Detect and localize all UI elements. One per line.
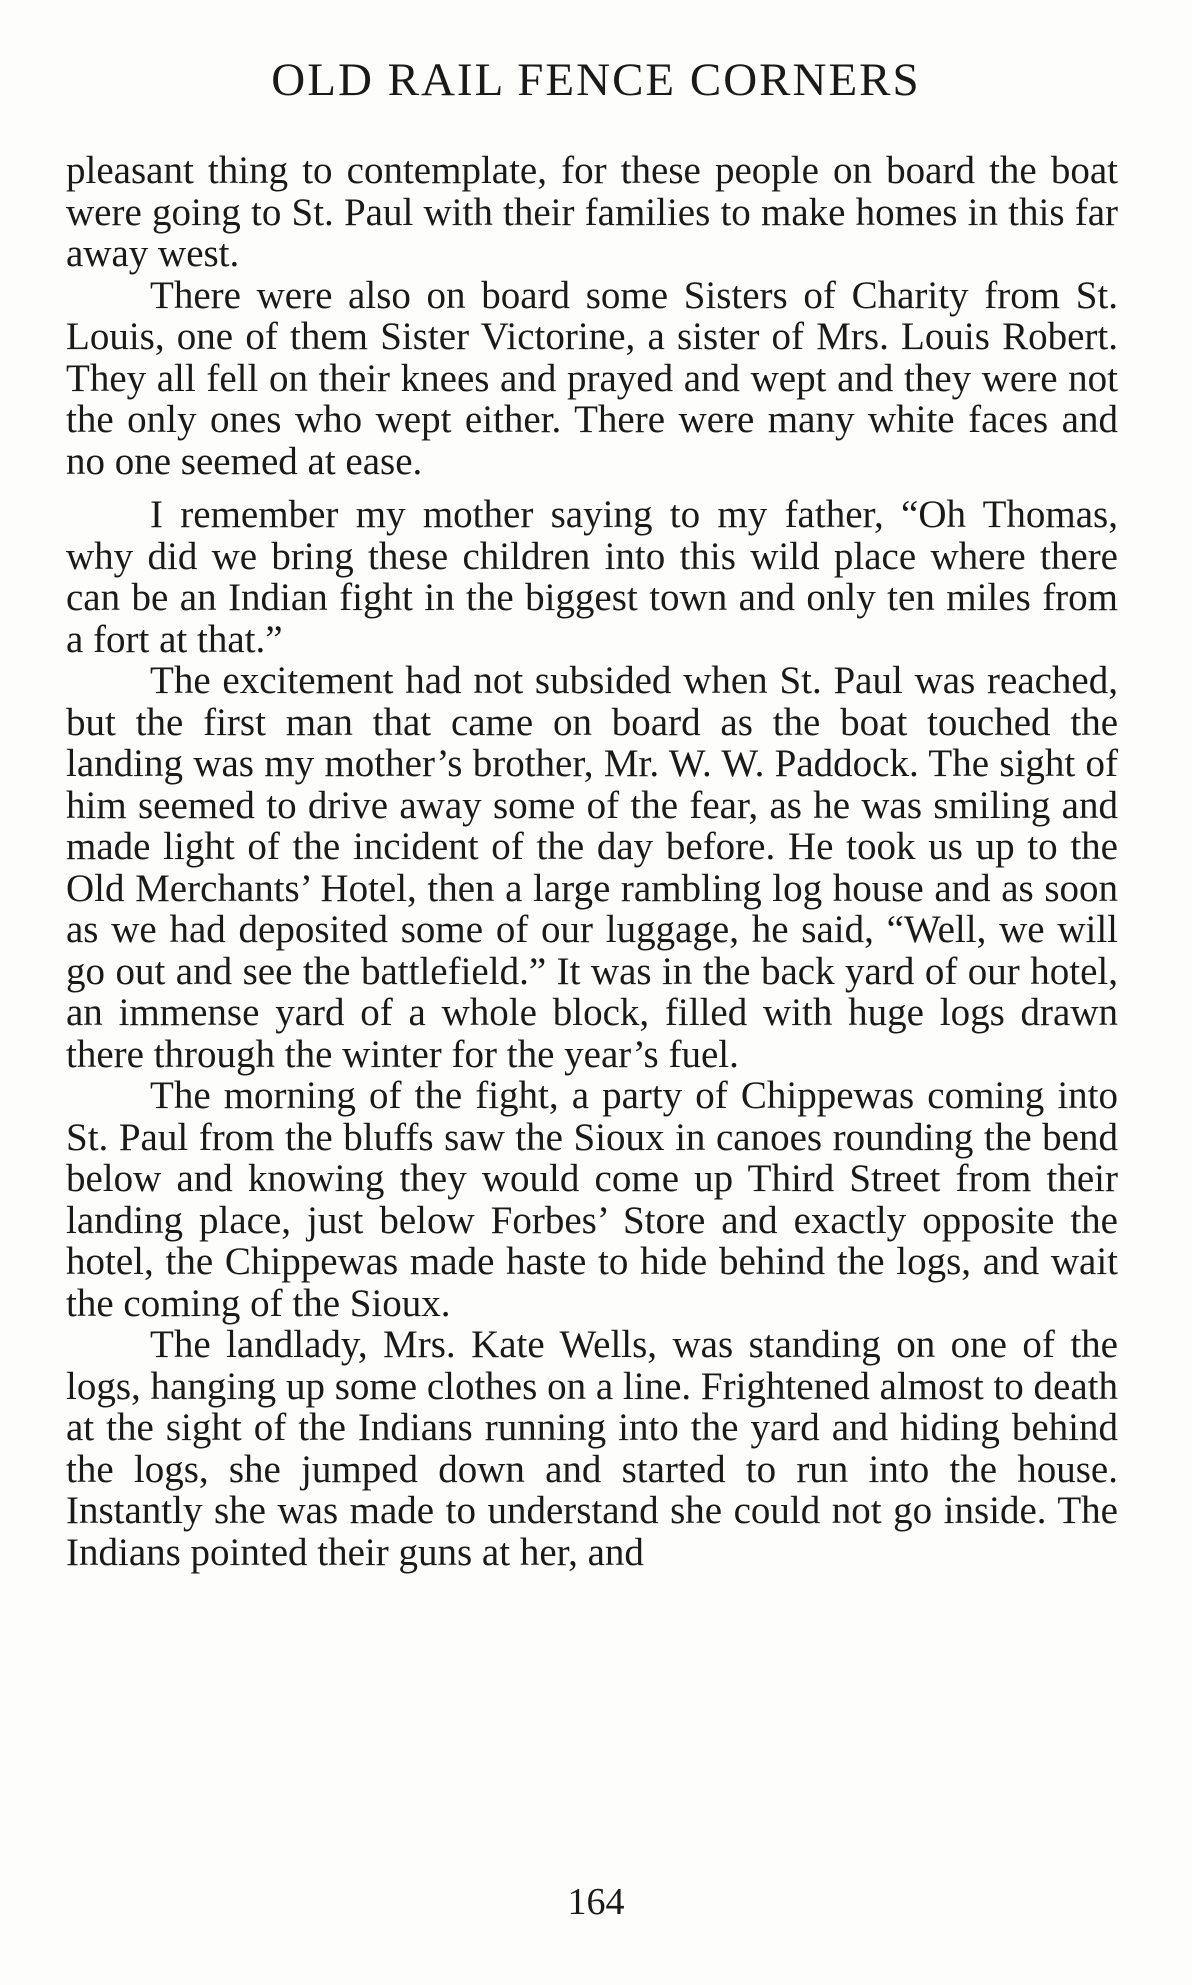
paragraph-5: The morning of the fight, a party of Chippewas coming into St. Paul from the bluffs saw the Sioux in canoes rounding the bend below and knowing they would come up Third Street from their landing place, just below Forbes’ Store and exactly opposite the hotel, the Chippewas made haste to hide behind the logs, and wait the coming of the Sioux. (66, 1074, 1118, 1325)
paragraph-4: The excitement had not subsided when St. Paul was reached, but the first man that came on board as the boat touched the landing was my mother’s brother, Mr. W. W. Paddock. The sight of him seemed to drive away some of the fear, as he was smiling and made light of the incident of the day before. He took us up to the Old Merchants’ Hotel, then a large rambling log house and as soon as we had deposited some of our luggage, he said, “Well, we will go out and see the battlefield.” It was in the back yard of our hotel, an immense yard of a whole block, filled with huge logs drawn there through the winter for the year’s fuel. (66, 659, 1118, 1076)
body-text (66, 150, 1118, 1573)
paragraph-1: pleasant thing to contemplate, for these people on board the boat were going to St. Paul with their families to make homes in this far away west. (66, 149, 1118, 275)
page-number: 164 (567, 1881, 625, 1923)
paragraph-3: I remember my mother saying to my father, “Oh Thomas, why did we bring these children into this wild place where there can be an Indian fight in the biggest town and only ten miles from a fort at that.” (66, 493, 1118, 661)
paragraph-2: There were also on board some Sisters of Charity from St. Louis, one of them Sister Victorine, a sister of Mrs. Louis Robert. They all fell on their knees and prayed and wept and they were not the only ones who wept either. There were many white faces and no one seemed at ease. (66, 273, 1118, 483)
paragraph-6: The landlady, Mrs. Kate Wells, was standing on one of the logs, hanging up some clothes on a line. Frightened almost to death at the sight of the Indians running into the yard and hiding behind the logs, she jumped down and started to run into the house. Instantly she was made to understand she could not go inside. The Indians pointed their guns at her, and (66, 1323, 1118, 1574)
running-title: OLD RAIL FENCE CORNERS (271, 54, 921, 106)
